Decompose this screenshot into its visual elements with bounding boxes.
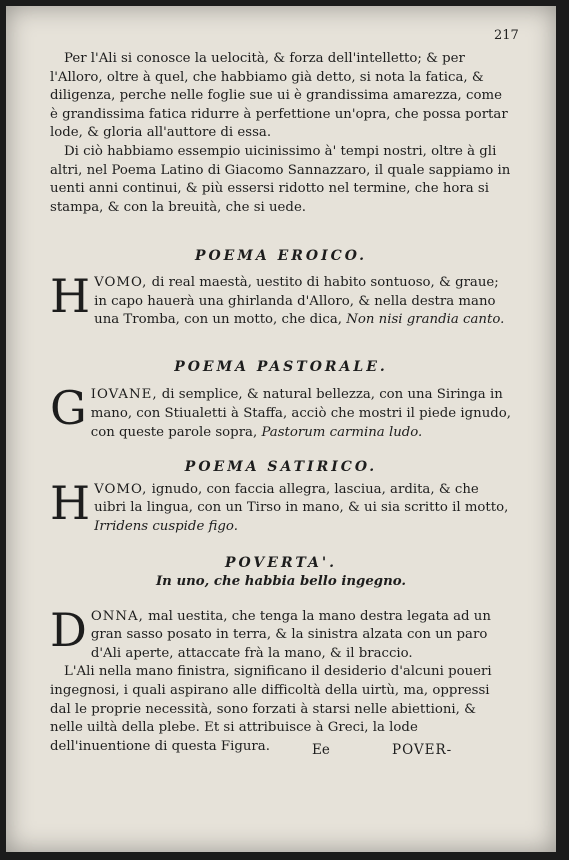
entry-poema-pastorale bbox=[50, 381, 512, 442]
drop-cap: G bbox=[50, 381, 87, 436]
entry-poema-eroico bbox=[50, 268, 512, 330]
heading-poema-eroico: POEMA EROICO. bbox=[194, 248, 368, 265]
page-number: 217 bbox=[494, 28, 519, 43]
entry-motto: Non nisi grandia canto. bbox=[346, 312, 505, 328]
drop-cap: D bbox=[50, 602, 87, 657]
entry-body: ignudo, con faccia allegra, lasciua, ardita, & che uibri la lingua, con un Tirso in mano, & ui sia scritto il motto, bbox=[94, 481, 509, 516]
intro-paragraph-1: Per l'Ali si conosce la uelocità, & forza dell'intelletto; & per l'Alloro, oltre à quel, che habbiamo già detto, si nota la fatica, & diligenza, perche nelle foglie sue ui è grandissima amarezza, come è grandissima fatica ridurre à perfettione un'opra, che possa portar lode, & gloria all'auttore di essa. bbox=[50, 51, 508, 141]
entry-lead-word: VOMO, bbox=[94, 481, 148, 497]
drop-cap: H bbox=[50, 268, 91, 323]
heading-poverta: POVERTA'. bbox=[224, 555, 338, 572]
poverta-explanation: L'Ali nella mano finistra, significano il desiderio d'alcuni poueri ingegnosi, i quali aspirano alle difficoltà della uirtù, ma, oppressi dal le proprie necessità, sono forzati à starsi nelle abiettioni, & nelle uiltà della plebe. Et si attribuisce à Greci, la lode dell'inuentione di questa Figura. bbox=[50, 664, 492, 754]
heading-poema-satirico: POEMA SATIRICO. bbox=[184, 459, 378, 476]
catchword: POVER- bbox=[392, 742, 453, 758]
heading-poema-pastorale: POEMA PASTORALE. bbox=[174, 358, 388, 375]
entry-poema-satirico bbox=[50, 475, 512, 537]
entry-lead-word: IOVANE, bbox=[90, 387, 158, 403]
book-page bbox=[6, 6, 556, 852]
drop-cap: H bbox=[50, 475, 91, 530]
intro-paragraph-2: Di ciò habbiamo essempio uicinissimo à' tempi nostri, oltre à gli altri, nel Poema Latino di Giacomo Sannazzaro, il quale sappiamo in uenti anni continui, & più essersi ridotto nel termine, che hora si stampa, & con la breuità, che si uede. bbox=[50, 143, 511, 215]
entry-body: di semplice, & natural bellezza, con una Siringa in mano, con Stiualetti à Staffa, acciò che mostri il piede ignudo, con queste parole sopra, bbox=[90, 387, 512, 440]
entry-motto: Pastorum carmina ludo. bbox=[261, 424, 423, 440]
entry-motto: Irridens cuspide figo. bbox=[94, 518, 238, 534]
entry-poverta bbox=[50, 602, 512, 664]
subheading-poverta: In uno, che habbia bello ingegno. bbox=[155, 574, 407, 590]
entry-lead-word: ONNA, bbox=[90, 608, 144, 624]
entry-body: di real maestà, uestito di habito sontuoso, & graue; in capo hauerà una ghirlanda d'Alloro, & nella destra mano una Tromba, con un motto, che dica, bbox=[94, 274, 499, 328]
signature-mark: Ee bbox=[312, 742, 330, 758]
page-text bbox=[50, 50, 512, 756]
entry-lead-word: VOMO, bbox=[94, 274, 148, 290]
entry-body: mal uestita, che tenga la mano destra legata ad un gran sasso posato in terra, & la sinistra alzata con un paro d'Ali aperte, attaccate frà la mano, & il braccio. bbox=[90, 608, 491, 661]
